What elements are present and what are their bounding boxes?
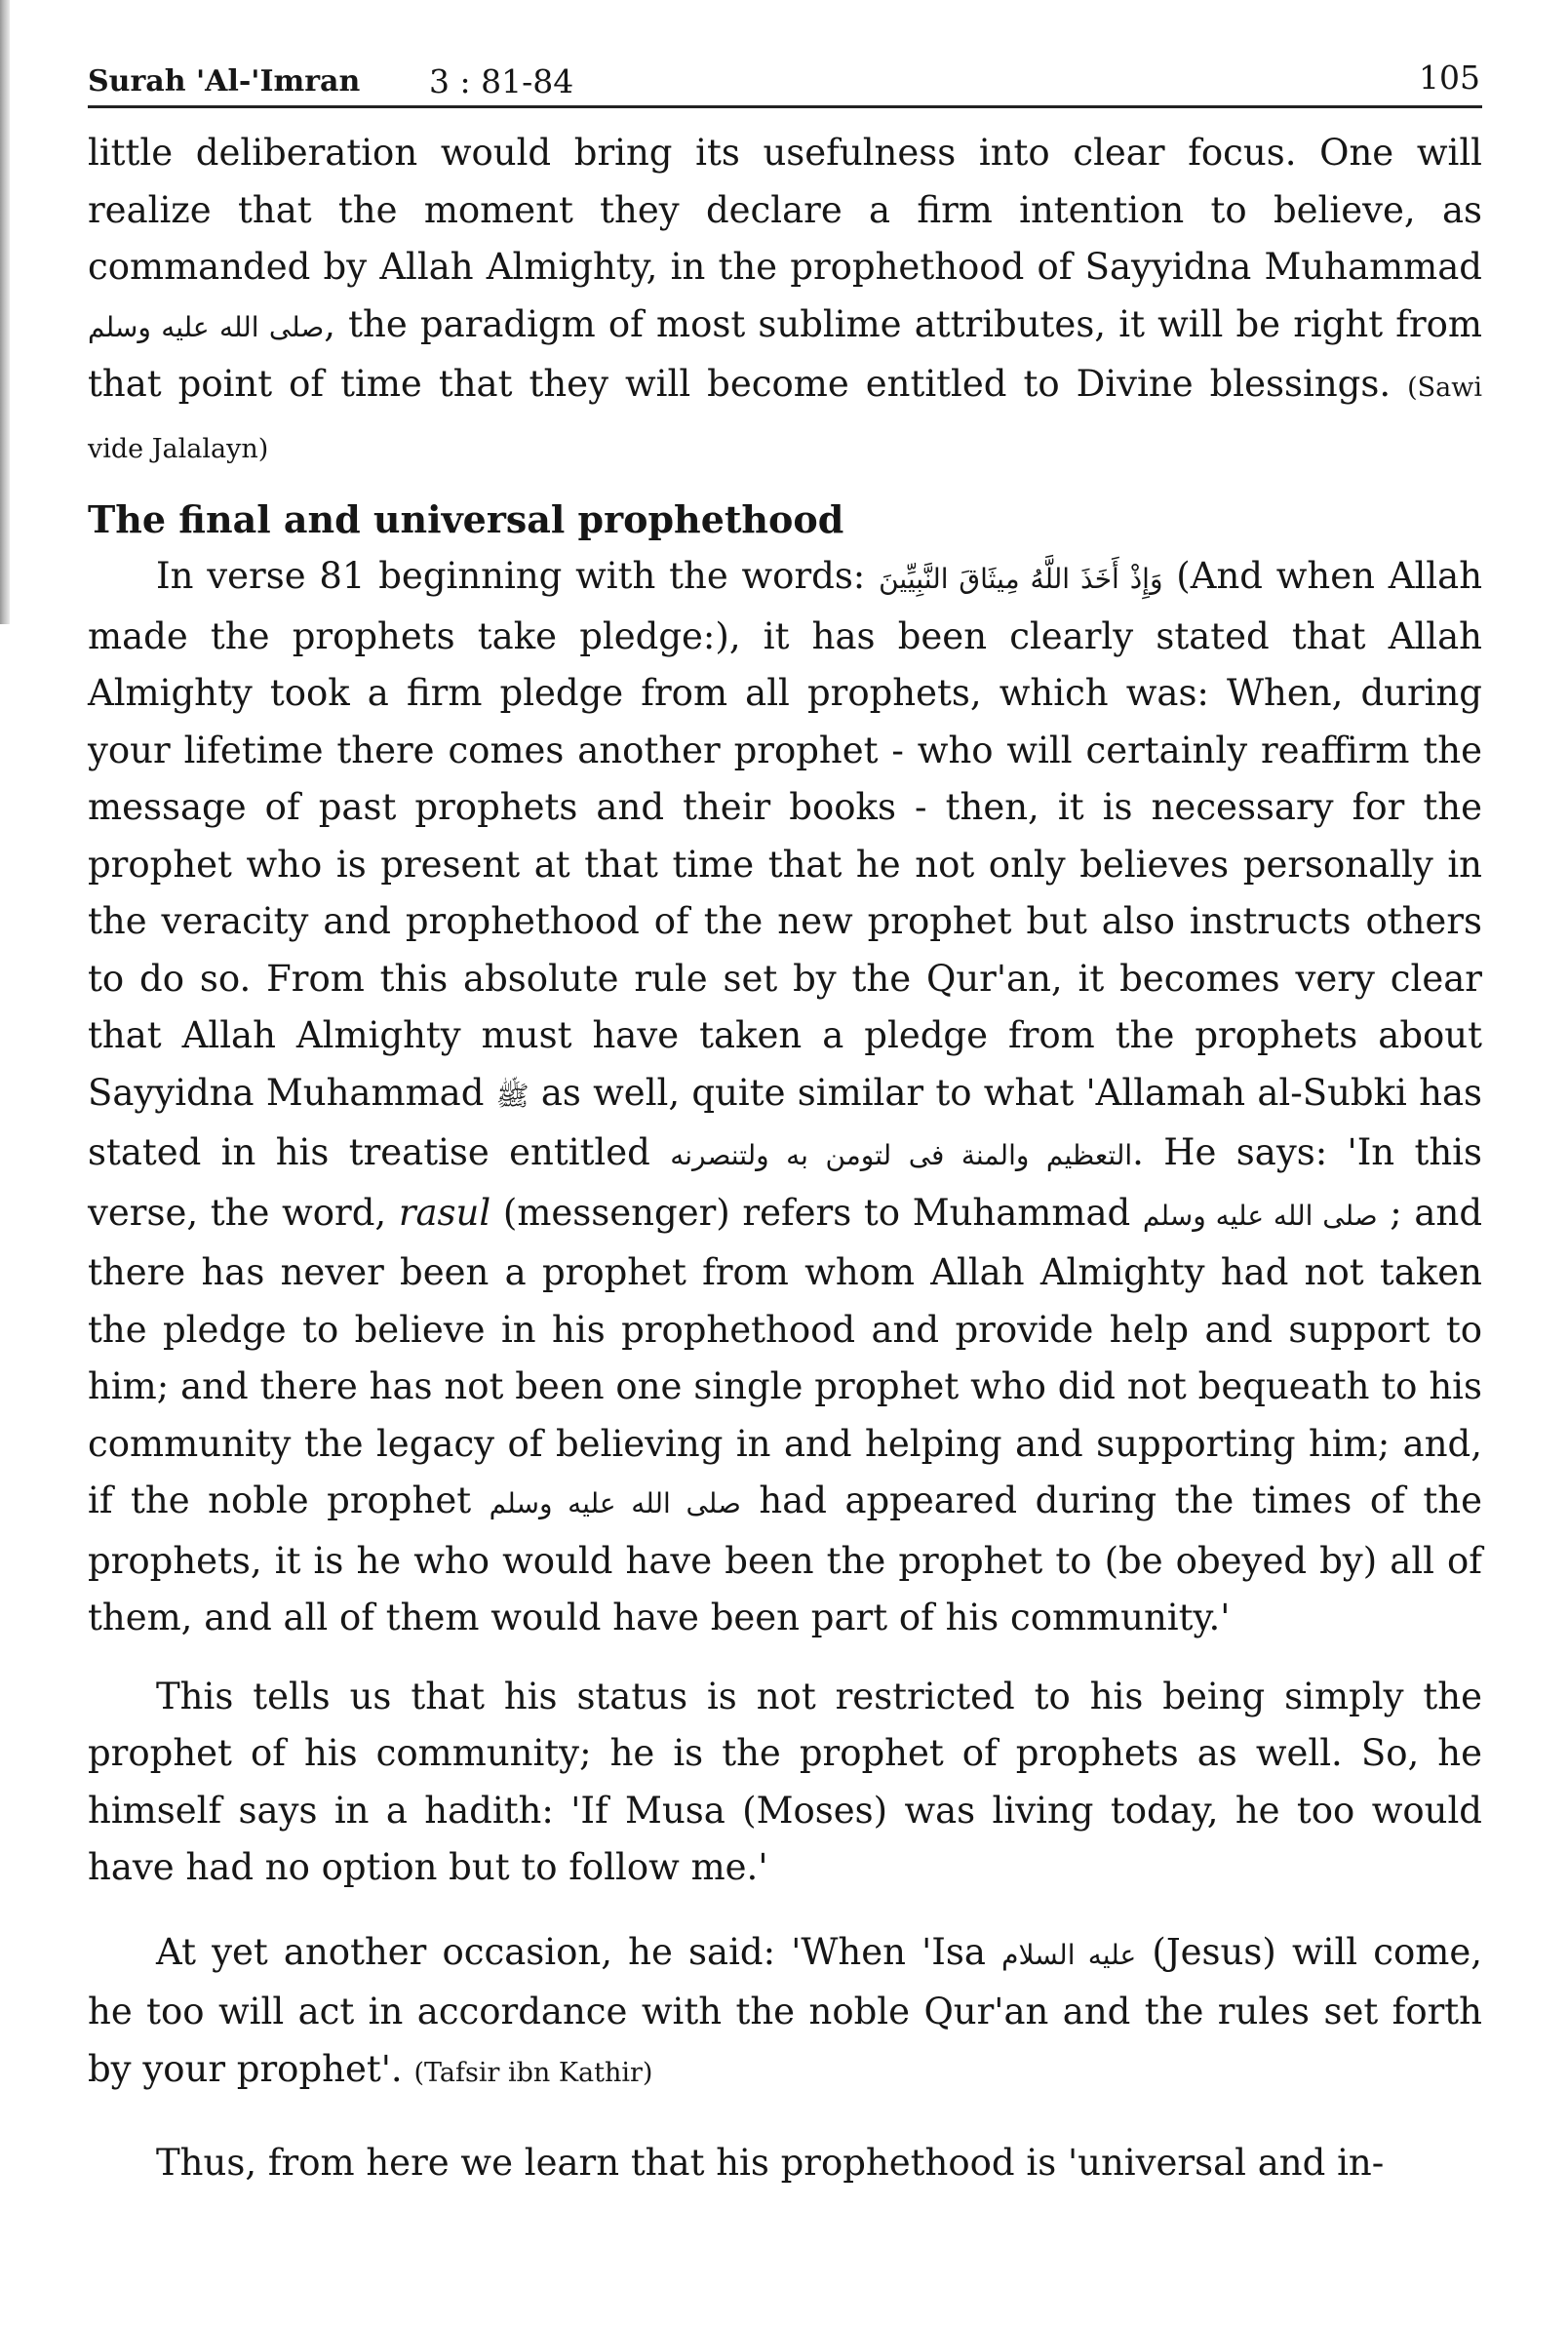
arabic-salutation: صلى الله عليه وسلم: [489, 1487, 741, 1519]
citation: (Sawi vide Jalalayn): [88, 373, 1482, 464]
arabic-salutation-glyph: ﷺ: [495, 1079, 529, 1112]
page-number: 105: [1419, 59, 1480, 97]
arabic-salutation: صلى الله عليه وسلم: [1142, 1199, 1378, 1232]
paragraph-4: [88, 1924, 1482, 2103]
arabic-verse: وَإِذْ أَخَذَ اللَّهُ مِيثَاقَ النَّبِيِّينَ: [879, 563, 1163, 595]
paragraph-5: Thus, from here we learn that his prophethood is 'universal and in-: [156, 2142, 1385, 2184]
paragraph-2-text: had appeared during the times of the prophets, it is he who would have been the prophet to (be obeyed by) all of them, and all of them would have been part of his community.': [88, 1479, 1483, 1638]
header-rule: [88, 105, 1482, 108]
paragraph-1: [88, 125, 1482, 478]
paragraph-3: This tells us that his status is not restricted to his being simply the prophet of his community; he is the prophet of prophets as well. So, he himself says in a hadith: 'If Musa (Moses) was living today, he too would have had no option but to follow me.': [88, 1675, 1482, 1888]
verse-reference: 3 : 81-84: [429, 62, 574, 100]
page-binding-shadow: [0, 0, 10, 624]
running-header: [88, 51, 1480, 109]
paragraph-2-text: . He says: 'In this verse, the word,: [88, 1131, 1482, 1234]
paragraph-1-text: little deliberation would bring its usefulness into clear focus. One will realize that the moment they declare a firm intention to believe, as commanded by Allah Almighty, in the prophethood of Sayyidna Muhammad: [88, 132, 1482, 288]
paragraph-1-text-cont: , the paradigm of most sublime attributes, it will be right from that point of time that they will become entitled to Divine blessings.: [88, 302, 1483, 405]
paragraph-4-text: (Jesus) will come, he too will act in accordance with the noble Qur'an and the rules set forth by your prophet'.: [88, 1930, 1483, 2090]
arabic-treatise-title: التعظيم والمنة فى لتومن به ولتنصرنه: [670, 1139, 1133, 1171]
paragraph-4-text: At yet another occasion, he said: 'When 'Isa: [156, 1930, 986, 1973]
page-body: [88, 125, 1482, 2192]
paragraph-2-text: ; and there has never been a prophet from whom Allah Almighty had not taken the pledge to believe in his prophethood and provide help and support to him; and there has not been one single prophet who did not bequeath to his community the legacy of believing in and helping and supporting him; and, if the noble prophet: [88, 1191, 1483, 1521]
section-heading: The final and universal prophethood: [88, 497, 844, 541]
arabic-salutation: صلى الله عليه وسلم: [88, 310, 325, 343]
paragraph-2-text: In verse 81 beginning with the words:: [156, 555, 866, 597]
paragraph-2-text: as well, quite similar to what 'Allamah al-Subki has stated in his treatise entitled: [88, 1071, 1483, 1173]
paragraph-2-text: (messenger) refers to Muhammad: [502, 1191, 1131, 1234]
citation: (Tafsir ibn Kathir): [413, 2057, 653, 2088]
surah-title: Surah 'Al-'Imran: [88, 64, 361, 99]
italic-term: rasul: [398, 1191, 491, 1234]
paragraph-2-text: (And when Allah made the prophets take pledge:), it has been clearly stated that Allah Almighty took a firm pledge from all prophets, which was: When, during your lifetime there comes another prophet - who will certainly reaffirm the message of past prophets and their books - then, it is necessary for the prophet who is present at that time that he not only believes personally in the veracity and prophethood of the new prophet but also instructs others to do so. From this absolute rule set by the Qur'an, it becomes very clear that Allah Almighty must have taken a pledge from the prophets about Sayyidna Muhammad: [88, 555, 1483, 1114]
paragraph-2: [88, 548, 1482, 1647]
arabic-salutation: عليه السلام: [1001, 1938, 1137, 1971]
